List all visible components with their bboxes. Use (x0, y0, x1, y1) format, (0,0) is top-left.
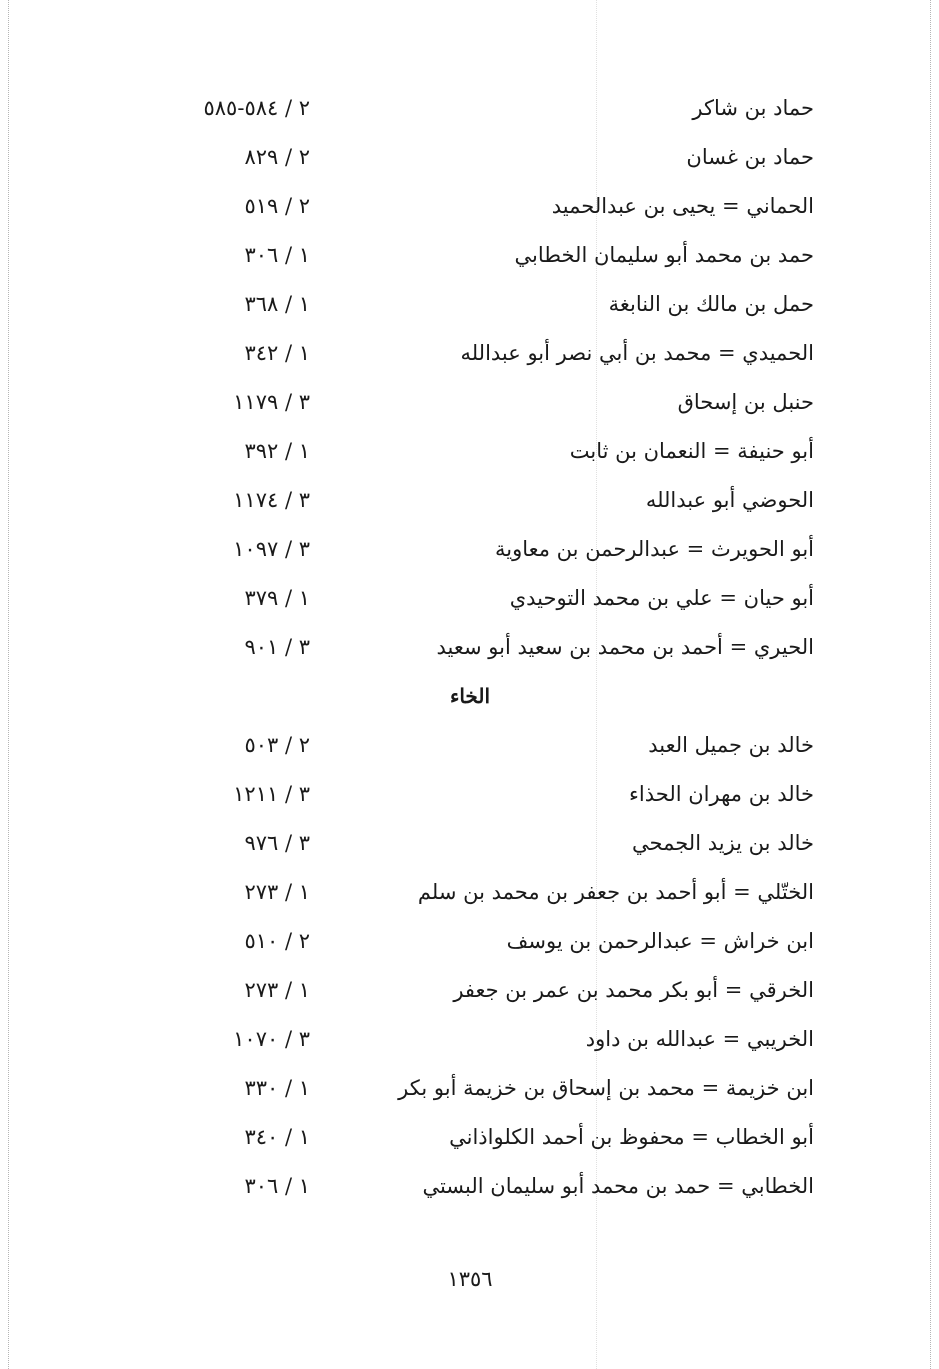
entry-reference: ٣ / ١٠٧٠ (233, 1027, 310, 1051)
entry-reference: ١ / ٣٠٦ (244, 243, 310, 267)
index-entry (0, 476, 939, 525)
index-entry (0, 868, 939, 917)
entry-name: الختّلي = أبو أحمد بن جعفر بن محمد بن سلم (417, 880, 814, 904)
entry-reference: ٣ / ١٢١١ (233, 782, 310, 806)
index-entry (0, 721, 939, 770)
entry-name: خالد بن جميل العبد (648, 733, 814, 757)
section-heading-title: الخاء (449, 684, 490, 708)
entry-reference: ٣ / ١٠٩٧ (233, 537, 310, 561)
entry-reference: ١ / ٣٤٢ (244, 341, 310, 365)
entry-name: أبو حنيفة = النعمان بن ثابت (569, 439, 814, 463)
index-entry (0, 819, 939, 868)
entry-name: أبو الخطاب = محفوظ بن أحمد الكلواذاني (449, 1125, 814, 1149)
index-entry (0, 378, 939, 427)
index-entry (0, 1162, 939, 1211)
entry-name: حمد بن محمد أبو سليمان الخطابي (514, 243, 814, 267)
index-entry (0, 182, 939, 231)
entry-reference: ١ / ٣٩٢ (244, 439, 310, 463)
index-entry (0, 966, 939, 1015)
index-entry (0, 280, 939, 329)
entry-reference: ٣ / ٩٧٦ (244, 831, 310, 855)
entry-name: حمل بن مالك بن النابغة (608, 292, 814, 316)
entry-reference: ١ / ٣٤٠ (244, 1125, 310, 1149)
page-number: ١٣٥٦ (447, 1267, 493, 1291)
entry-reference: ٣ / ١١٧٩ (233, 390, 310, 414)
entry-reference: ٢ / ٥١٩ (244, 194, 310, 218)
entry-name: حماد بن غسان (686, 145, 814, 169)
entry-reference: ١ / ٣٠٦ (244, 1174, 310, 1198)
entry-name: الحوضي أبو عبدالله (645, 488, 814, 512)
entry-name: الحماني = يحيى بن عبدالحميد (551, 194, 814, 218)
entry-reference: ٢ / ٥١٠ (244, 929, 310, 953)
entry-name: الحيري = أحمد بن محمد بن سعيد أبو سعيد (436, 635, 814, 659)
index-entry (0, 917, 939, 966)
entry-name: الخرقي = أبو بكر محمد بن عمر بن جعفر (453, 978, 814, 1002)
index-entry (0, 329, 939, 378)
entry-name: الخريبي = عبدالله بن داود (585, 1027, 814, 1051)
entry-reference: ١ / ٣٦٨ (244, 292, 310, 316)
entry-reference: ٢ / ٥٨٤-٥٨٥ (203, 96, 310, 120)
index-entry (0, 1064, 939, 1113)
entry-name: خالد بن مهران الحذاء (629, 782, 814, 806)
index-entry (0, 231, 939, 280)
index-entry (0, 770, 939, 819)
entry-reference: ٢ / ٥٠٣ (244, 733, 310, 757)
entry-reference: ١ / ٢٧٣ (244, 978, 310, 1002)
entry-reference: ١ / ٣٣٠ (244, 1076, 310, 1100)
entry-reference: ١ / ٢٧٣ (244, 880, 310, 904)
index-entry (0, 574, 939, 623)
index-entry (0, 623, 939, 672)
index-entry (0, 84, 939, 133)
entry-name: أبو الحويرث = عبدالرحمن بن معاوية (494, 537, 814, 561)
index-entry (0, 1015, 939, 1064)
entry-name: ابن خزيمة = محمد بن إسحاق بن خزيمة أبو بكر (398, 1076, 814, 1100)
entry-name: الخطابي = حمد بن محمد أبو سليمان البستي (422, 1174, 814, 1198)
section-heading (0, 672, 939, 721)
entry-name: حماد بن شاكر (692, 96, 814, 120)
entry-reference: ١ / ٣٧٩ (244, 586, 310, 610)
entry-reference: ٣ / ١١٧٤ (233, 488, 310, 512)
index-entry (0, 427, 939, 476)
entry-reference: ٢ / ٨٢٩ (244, 145, 310, 169)
entry-name: حنبل بن إسحاق (677, 390, 814, 414)
index-entry (0, 133, 939, 182)
index-entries-list (0, 84, 939, 1211)
entry-name: خالد بن يزيد الجمحي (632, 831, 814, 855)
entry-name: الحميدي = محمد بن أبي نصر أبو عبدالله (460, 341, 814, 365)
entry-name: أبو حيان = علي بن محمد التوحيدي (509, 586, 814, 610)
entry-reference: ٣ / ٩٠١ (244, 635, 310, 659)
entry-name: ابن خراش = عبدالرحمن بن يوسف (506, 929, 814, 953)
index-entry (0, 1113, 939, 1162)
index-entry (0, 525, 939, 574)
